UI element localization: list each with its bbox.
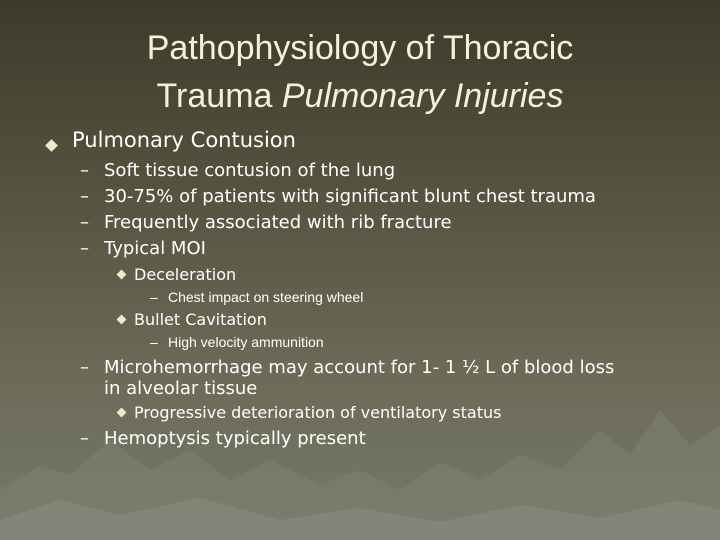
moi-bullet-cavitation-detail: High velocity ammunition	[168, 334, 324, 350]
sub-bullet-2: 30-75% of patients with significant blunt chest trauma	[104, 186, 596, 207]
microhemorrhage-line-2: in alveolar tissue	[104, 378, 258, 399]
title-line-2	[60, 72, 660, 120]
moi-bullet-cavitation: Bullet Cavitation	[134, 310, 267, 329]
dash-marker: –	[150, 289, 158, 305]
bullet-pulmonary-contusion: Pulmonary Contusion	[72, 128, 296, 152]
dash-marker: –	[80, 238, 89, 259]
diamond-bullet-icon	[45, 139, 58, 152]
dash-marker: –	[80, 186, 89, 207]
ventilatory-status: Progressive deterioration of ventilatory status	[134, 403, 502, 422]
diamond-bullet-icon	[117, 270, 127, 280]
dash-marker: –	[150, 334, 158, 350]
slide-title	[60, 24, 660, 120]
moi-deceleration-detail: Chest impact on steering wheel	[168, 289, 364, 305]
title-line-2-italic: Pulmonary Injuries	[281, 77, 564, 115]
title-line-1: Pathophysiology of Thoracic	[146, 29, 574, 67]
hemoptysis: Hemoptysis typically present	[104, 428, 366, 449]
dash-marker: –	[80, 357, 89, 378]
dash-marker: –	[80, 160, 89, 181]
dash-marker: –	[80, 212, 89, 233]
dash-marker: –	[80, 428, 89, 449]
sub-bullet-4: Typical MOI	[104, 238, 206, 259]
moi-deceleration: Deceleration	[134, 265, 237, 284]
microhemorrhage-line-1: Microhemorrhage may account for 1- 1 ½ L of blood loss	[104, 357, 615, 378]
diamond-bullet-icon	[117, 315, 127, 325]
sub-bullet-3: Frequently associated with rib fracture	[104, 212, 452, 233]
title-line-2-plain: Trauma	[156, 77, 282, 115]
sub-bullet-1: Soft tissue contusion of the lung	[104, 160, 396, 181]
